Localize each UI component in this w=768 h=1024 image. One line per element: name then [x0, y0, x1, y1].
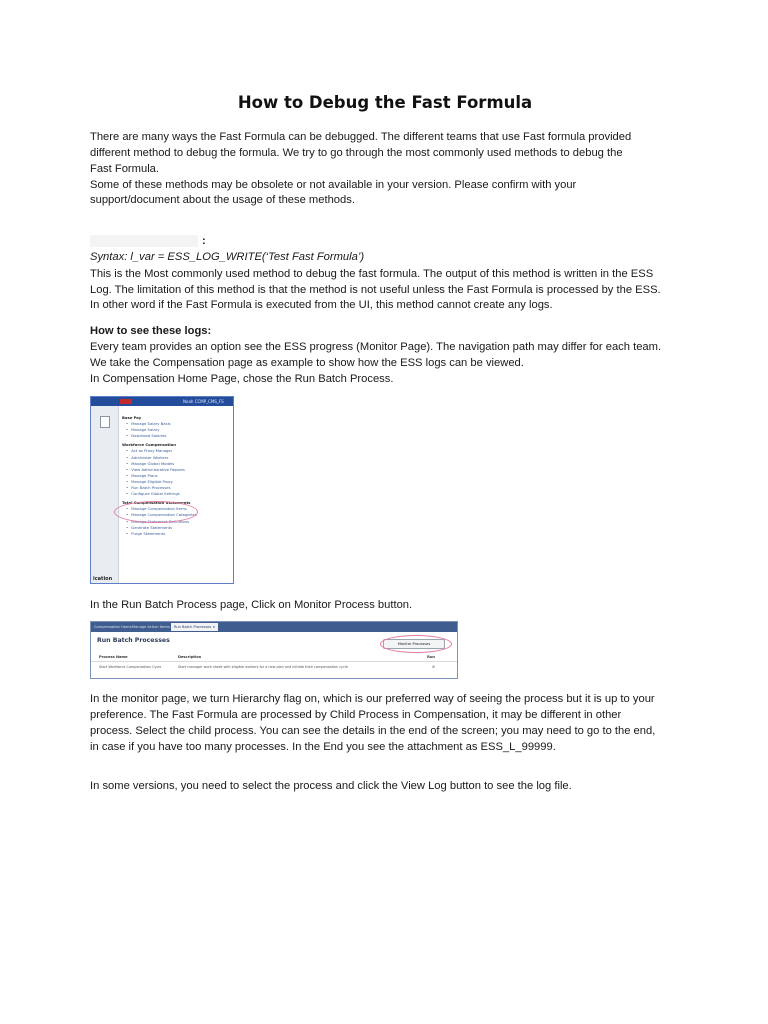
menu-link: • Run Batch Processes [122, 485, 231, 491]
method-desc-line: This is the Most commonly used method to debug the fast formula. The output of this method is written in the ESS [90, 268, 654, 280]
tab-run-batch-processes: Run Batch Processes × [171, 623, 218, 631]
side-label: ication [93, 576, 113, 582]
method-desc-line: Log. The limitation of this method is that the method is not useful unless the Fast Formula is processed by the ESS. [90, 284, 661, 296]
menu-link: • View Administrative Reports [122, 467, 231, 473]
section-title: Run Batch Processes [97, 637, 170, 644]
cell-description: Start manager work sheet with eligible workers for a new plan and initiate their compensation cycle [178, 665, 348, 669]
menu-link: • Manage Salary [122, 427, 231, 433]
cell-process-name: Start Workforce Compensation Cycle [99, 665, 162, 669]
app-header-bar [91, 397, 233, 406]
redacted-label [90, 235, 198, 247]
menu-group-heading: Base Pay [122, 415, 142, 420]
column-header: Description [178, 655, 202, 659]
intro-line: There are many ways the Fast Formula can be debugged. The different teams that use Fast formula provided [90, 131, 632, 143]
page-title: How to Debug the Fast Formula [237, 93, 533, 112]
how-line: We take the Compensation page as example to show how the ESS logs can be viewed. [90, 357, 524, 369]
how-line: In Compensation Home Page, chose the Run Batch Process. [90, 373, 394, 385]
document-icon [100, 416, 110, 428]
menu-link: • Manage Compensation Categories [122, 512, 231, 518]
column-header: Process Name [99, 655, 128, 659]
method-heading [90, 233, 206, 249]
menu-link: • Configure Global Settings [122, 491, 231, 497]
monitor-processes-button: Monitor Processes [383, 639, 445, 649]
side-panel [91, 406, 119, 583]
after-shot1-line: In the Run Batch Process page, Click on Monitor Process button. [90, 599, 413, 611]
menu-link: • Manage Eligible Proxy [122, 479, 231, 485]
column-header: Run [427, 655, 435, 659]
highlight-circle [114, 501, 198, 523]
menu-link: • Generate Statements [122, 525, 231, 531]
menu-link: • Manage Statement Definitions [122, 519, 231, 525]
monitor-line: In the monitor page, we turn Hierarchy flag on, which is our preferred way of seeing the process but it is up to your [90, 693, 655, 705]
menu-link: • Manage Global Models [122, 461, 231, 467]
intro-line: Some of these methods may be obsolete or not available in your version. Please confirm with your [90, 179, 577, 191]
intro-line: different method to debug the formula. We try to go through the most commonly used methods to debug the [90, 147, 623, 159]
menu-group-heading: Workforce Compensation [122, 442, 176, 448]
menu-link: • Act as Proxy Manager [122, 448, 231, 454]
monitor-line: in case if you have too many processes. In the End you see the attachment as ESS_L_99999. [90, 741, 556, 753]
logo-icon [120, 399, 132, 404]
menu-link: • Manage Compensation Items [122, 506, 231, 512]
run-icon: ⚙ [431, 665, 435, 669]
menu-link: • Manage Salary Basis [122, 421, 231, 427]
navigation-screenshot [90, 396, 234, 584]
menu-link: • Download Salaries [122, 433, 231, 439]
intro-line: support/document about the usage of these methods. [90, 194, 355, 206]
tab-bar [91, 622, 457, 632]
highlight-circle [380, 635, 452, 653]
heading-colon: : [202, 235, 206, 247]
menu-link: • Purge Statements [122, 531, 231, 537]
menu-link: • Manage Plans [122, 473, 231, 479]
run-batch-screenshot [90, 621, 458, 679]
intro-line: Fast Formula. [90, 163, 160, 175]
header-text: Noah CCMP_CMS_FS [183, 399, 224, 404]
how-line: Every team provides an option see the ESS progress (Monitor Page). The navigation path may differ for each team. [90, 341, 662, 353]
menu-group-heading: Total Compensation Statements [122, 500, 191, 506]
syntax-line: Syntax: l_var = ESS_LOG_WRITE(‘Test Fast Formula’) [90, 251, 365, 263]
monitor-line: process. Select the child process. You can see the details in the end of the screen; you may need to go to the end, [90, 725, 656, 737]
table-header [91, 654, 457, 662]
table-row [91, 664, 457, 671]
tab-compensation-home: Compensation Home [94, 625, 132, 629]
menu-link: • Administer Workers [122, 455, 231, 461]
tab-manage-action-items: Manage Action Items [132, 625, 170, 629]
closing-line: In some versions, you need to select the process and click the View Log button to see the log file. [90, 780, 572, 792]
method-desc-line: In other word if the Fast Formula is executed from the UI, this method cannot create any logs. [90, 299, 553, 311]
how-heading: How to see these logs: [90, 325, 212, 337]
monitor-line: preference. The Fast Formula are processed by Child Process in Compensation, it may be different in other [90, 709, 622, 721]
